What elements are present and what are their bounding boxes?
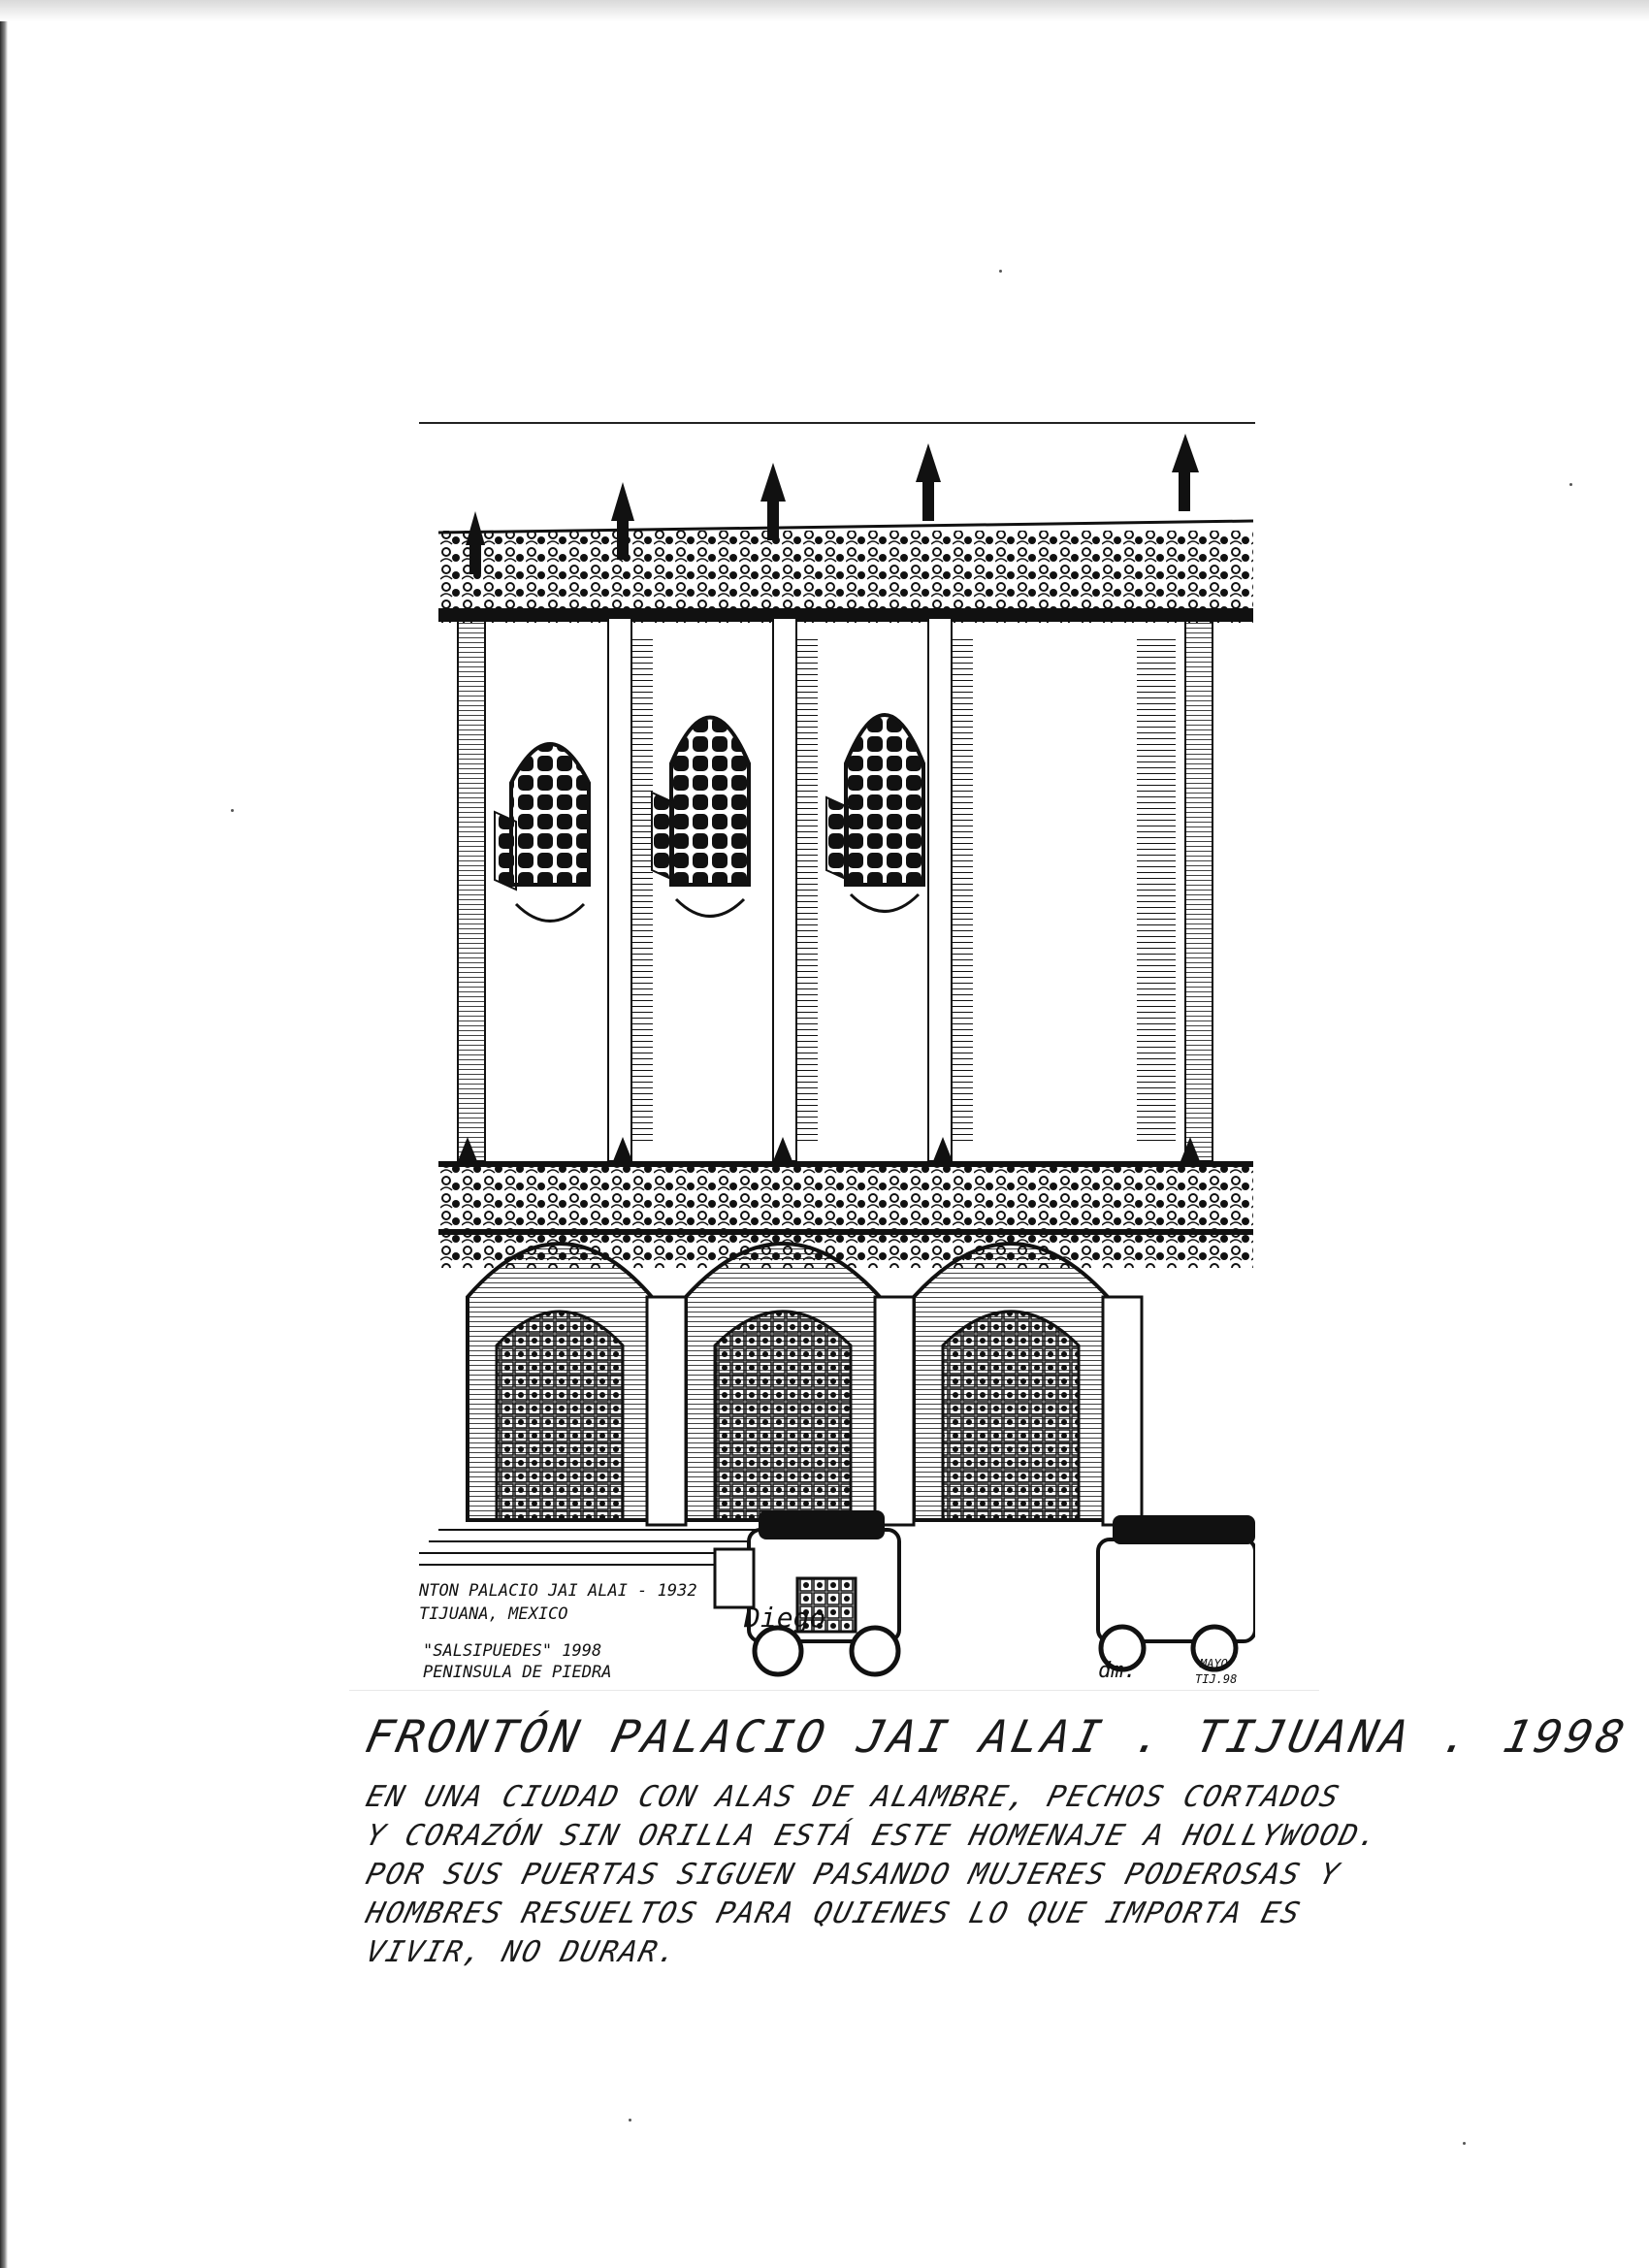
caption-line: VIVIR, NO DURAR. (362, 1935, 683, 1969)
date-mark-month: MAYO (1200, 1657, 1228, 1670)
pilasters (458, 618, 1212, 1161)
upper-windows (495, 715, 923, 922)
scan-speck (231, 809, 234, 812)
building-sketch (419, 422, 1255, 1690)
inscription-place: "SALSIPUEDES" 1998 (423, 1641, 602, 1661)
scan-page-edge (0, 0, 8, 2268)
caption-title: FRONTÓN PALACIO JAI ALAI . TIJUANA . 1998 (361, 1710, 1633, 1763)
inscription-city: TIJUANA, MEXICO (419, 1604, 568, 1624)
ground-arcade (468, 1244, 1142, 1525)
scan-speck (999, 270, 1002, 273)
scan-speck (629, 2119, 631, 2122)
caption-line: POR SUS PUERTAS SIGUEN PASANDO MUJERES PODEROSAS Y (362, 1858, 1344, 1892)
wall-shading (631, 637, 1176, 1142)
roof-cornice (438, 521, 1253, 623)
scan-speck (1463, 2142, 1466, 2145)
inscription-title: NTON PALACIO JAI ALAI - 1932 (419, 1581, 697, 1601)
caption-line: HOMBRES RESUELTOS PARA QUIENES LO QUE IMPORTA ES (362, 1896, 1306, 1930)
inscription-subtitle: PENINSULA DE PIEDRA (423, 1663, 612, 1682)
fronton-facade-drawing (419, 424, 1255, 1690)
vintage-car-right (1098, 1515, 1255, 1669)
caption-panel (349, 1690, 1633, 2011)
caption-line: EN UNA CIUDAD CON ALAS DE ALAMBRE, PECHOS CORTADOS (362, 1780, 1344, 1814)
artist-signature: Diego (744, 1602, 826, 1634)
artist-monogram: dm. (1098, 1659, 1137, 1683)
vintage-car-left (715, 1510, 899, 1674)
scan-speck (1569, 483, 1572, 486)
caption-line: Y CORAZÓN SIN ORILLA ESTÁ ESTE HOMENAJE A HOLLYWOOD. (362, 1819, 1383, 1853)
scan-top-shadow (0, 0, 1649, 21)
date-mark-place: TIJ.98 (1195, 1672, 1238, 1686)
